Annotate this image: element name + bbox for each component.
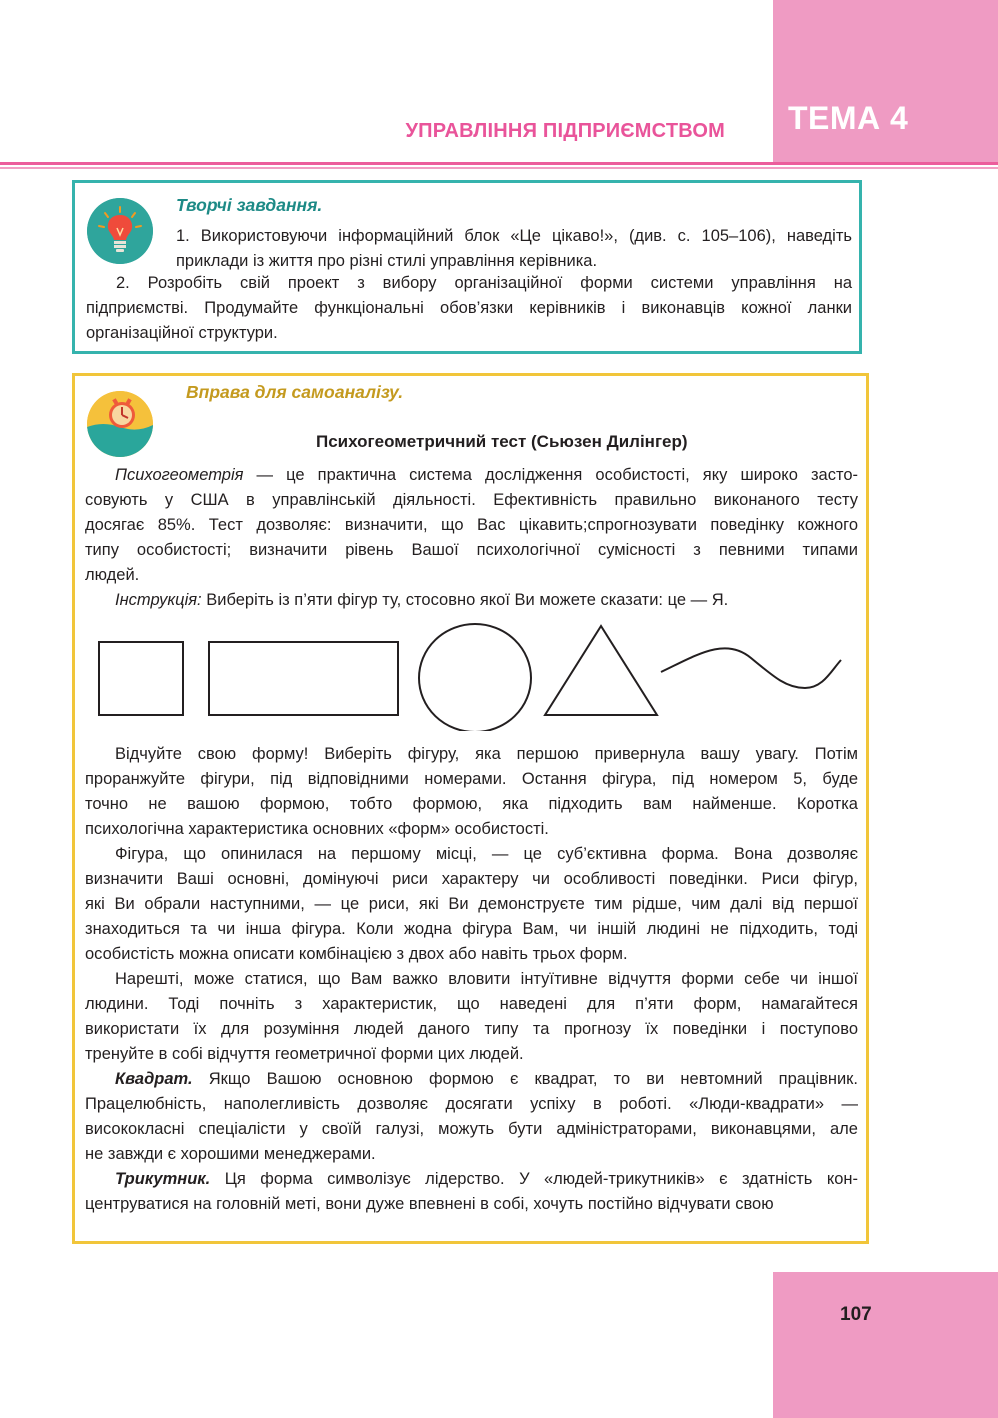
task-2-line: підприємстві. Продумайте функціональні обов’язки керівників і виконавців кожної ланки xyxy=(86,299,852,317)
intro-line: людей. xyxy=(85,566,140,584)
para-line: психологічна характеристика основних «форм» особистості. xyxy=(85,820,549,838)
theme-label: ТЕМА 4 xyxy=(788,100,909,136)
term-instruction: Інструкція: xyxy=(115,591,202,609)
intro-line: типу особистості; визначити рівень Вашої психологічної сумісності з певними типами xyxy=(85,541,858,559)
lightbulb-icon xyxy=(87,198,153,264)
creative-tasks-title: Творчі завдання. xyxy=(176,195,323,215)
para-line: Фігура, що опинилася на першому місці, — це суб’єктивна форма. Вона дозволяє xyxy=(115,845,858,863)
page-number: 107 xyxy=(840,1304,872,1325)
para-line: Відчуйте свою форму! Виберіть фігуру, яка першою привернула вашу увагу. Потім xyxy=(115,745,858,763)
zigzag-shape xyxy=(661,648,841,688)
header-rule-light xyxy=(0,167,998,169)
task-2 xyxy=(86,271,852,346)
clock-icon xyxy=(87,391,153,457)
rectangle-shape xyxy=(209,642,398,715)
para-line: які Ви обрали наступними, — це риси, які Ви демонструєте тим рідше, чим далі від першої xyxy=(85,895,858,913)
intro-line: досягає 85%. Тест дозволяє: визначити, що Вас цікавить;спрогнозувати поведінку кожного xyxy=(85,516,858,534)
square-shape xyxy=(99,642,183,715)
para-line: використати їх для розуміння людей даного типу та прогнозу їх поведінки і поступово xyxy=(85,1020,858,1038)
intro-line: — це практична система дослідження особистості, яку широко засто- xyxy=(243,466,858,484)
creative-tasks-box xyxy=(72,180,862,354)
triangle-shape xyxy=(545,626,657,715)
task-1-line: приклади із життя про різні стилі управління керівника. xyxy=(176,252,598,270)
test-title: Психогеометричний тест (Сьюзен Дилінгер) xyxy=(316,432,688,451)
para-line: висококласні спеціалісти у своїй галузі, можуть бути адміністраторами, виконавцями, але xyxy=(85,1120,858,1138)
header-rule xyxy=(0,162,998,165)
self-analysis-title: Вправа для самоаналізу. xyxy=(186,382,404,402)
page-tab xyxy=(773,1272,998,1418)
para-line: Ця форма символізує лідерство. У «людей-трикутників» є здатність кон- xyxy=(210,1170,858,1188)
theme-tab xyxy=(773,0,998,162)
para-line: Нарешті, може статися, що Вам важко вловити інтуїтивне відчуття форми себе чи іншої xyxy=(115,970,858,988)
task-2-line: організаційної структури. xyxy=(86,324,278,342)
term-square: Квадрат. xyxy=(115,1070,193,1088)
self-analysis-box xyxy=(72,373,869,1244)
intro-line: совують у США в управлінській діяльності. Ефективність правильно виконаного тесту xyxy=(85,491,858,509)
term-triangle: Трикутник. xyxy=(115,1170,211,1188)
task-2-line: 2. Розробіть свій проект з вибору організаційної форми системи управління на xyxy=(116,274,852,292)
para-line: тренуйте в собі відчуття геометричної форми цих людей. xyxy=(85,1045,524,1063)
term-psychogeometry: Психогеометрія xyxy=(115,466,244,484)
para-line: не завжди є хорошими менеджерами. xyxy=(85,1145,376,1163)
para-line: людини. Тоді почніть з характеристик, що наведені для п’яти форм, намагайтеся xyxy=(85,995,858,1013)
para-line: проранжуйте фігури, під відповідними номерами. Остання фігура, під номером 5, буде xyxy=(85,770,858,788)
circle-shape xyxy=(419,624,531,731)
task-1-line: 1. Використовуючи інформаційний блок «Це цікаво!», (див. с. 105–106), наведіть xyxy=(176,227,852,245)
para-line: точно не вашою формою, тобто формою, яка підходить вам найменше. Коротка xyxy=(85,795,858,813)
body-text xyxy=(85,742,858,1217)
para-line: центруватися на головній меті, вони дуже впевнені в собі, хочуть постійно відчувати свою xyxy=(85,1195,774,1213)
para-line: визначити Ваші основні, домінуючі риси характеру чи особливості поведінки. Риси фігур, xyxy=(85,870,858,888)
shapes-figure xyxy=(75,616,866,731)
para-line: особистість можна описати комбінацією з двох або навіть трьох форм. xyxy=(85,945,628,963)
para-line: знаходиться та чи інша фігура. Коли жодна фігура Вам, чи іншій людині не підходить, тоді xyxy=(85,920,858,938)
intro-paragraph xyxy=(85,463,858,613)
instruction-text: Виберіть із п’яти фігур ту, стосовно якої Ви можете сказати: це — Я. xyxy=(201,591,729,609)
para-line: Працелюбність, наполегливість дозволяє досягати успіху в роботі. «Люди-квадрати» — xyxy=(85,1095,858,1113)
para-line: Якщо Вашою основною формою є квадрат, то ви невтомний працівник. xyxy=(192,1070,858,1088)
section-title: УПРАВЛІННЯ ПІДПРИЄМСТВОМ xyxy=(405,120,725,142)
task-1 xyxy=(176,224,852,274)
